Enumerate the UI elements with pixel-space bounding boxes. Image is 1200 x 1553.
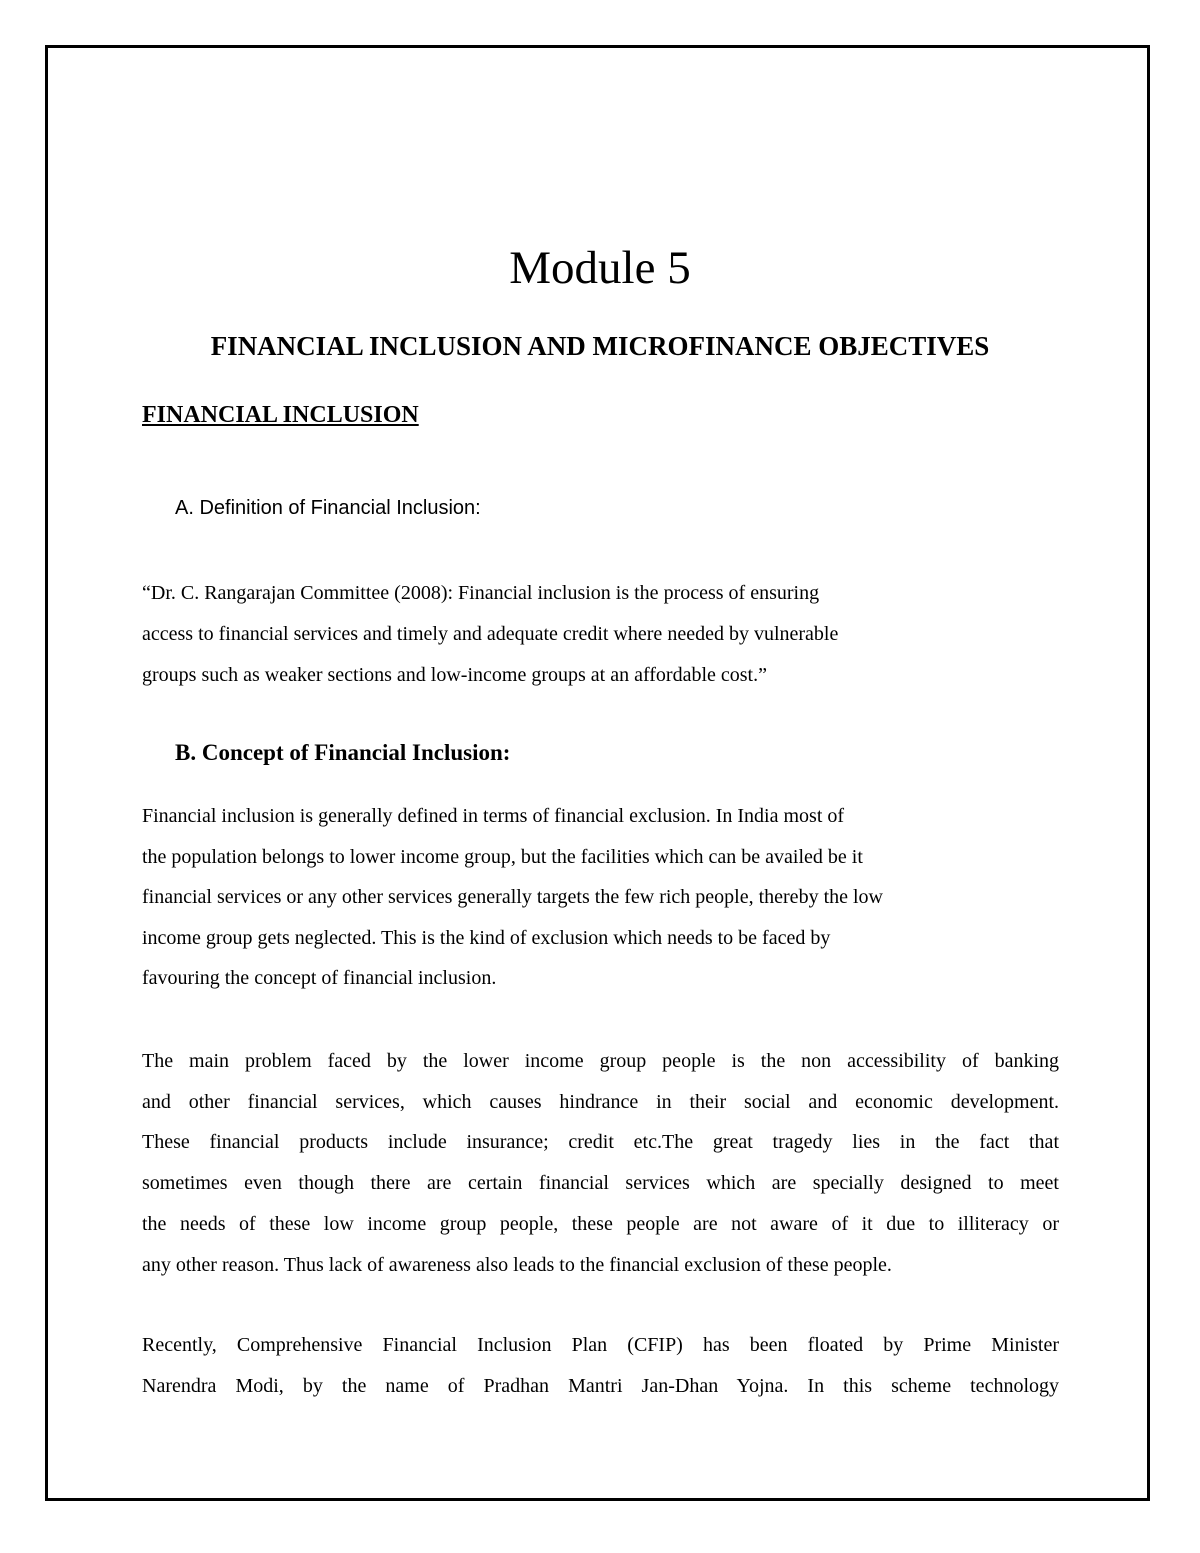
definition-quote [142, 573, 838, 696]
text-line: groups such as weaker sections and low-income groups at an affordable cost.” [142, 664, 767, 686]
text-line: “Dr. C. Rangarajan Committee (2008): Financial inclusion is the process of ensuring [142, 582, 820, 604]
text-line: The main problem faced by the lower income group people is the non accessibility of banking [142, 1050, 1059, 1072]
module-title: Module 5 [509, 242, 691, 294]
text-line: access to financial services and timely and adequate credit where needed by vulnerable [142, 623, 839, 645]
text-line: the needs of these low income group people, these people are not aware of it due to illiteracy or [142, 1212, 1059, 1235]
text-line: any other reason. Thus lack of awareness also leads to the financial exclusion of these people. [142, 1253, 892, 1276]
text-line: the population belongs to lower income group, but the facilities which can be availed be it [142, 845, 863, 868]
text-line: These financial products include insurance; credit etc.The great tragedy lies in the fact that [142, 1131, 1059, 1154]
text-line: Recently, Comprehensive Financial Inclusion Plan (CFIP) has been floated by Prime Minister [142, 1334, 1059, 1356]
text-line: Financial inclusion is generally defined in terms of financial exclusion. In India most of [142, 805, 845, 827]
concept-paragraph-3 [142, 1325, 1059, 1407]
concept-paragraph-2 [142, 1041, 1059, 1285]
main-heading: FINANCIAL INCLUSION AND MICROFINANCE OBJECTIVES [210, 331, 990, 361]
concept-paragraph-1 [142, 796, 883, 999]
text-line: financial services or any other services generally targets the few rich people, thereby the low [142, 886, 883, 908]
text-line: income group gets neglected. This is the kind of exclusion which needs to be faced by [142, 926, 831, 949]
text-line: favouring the concept of financial inclusion. [142, 967, 497, 989]
text-line: Narendra Modi, by the name of Pradhan Mantri Jan-Dhan Yojna. In this scheme technology [142, 1375, 1059, 1397]
text-line: and other financial services, which causes hindrance in their social and economic development. [142, 1090, 1059, 1113]
text-line: sometimes even though there are certain financial services which are specially designed to meet [142, 1172, 1059, 1195]
subheading-definition: A. Definition of Financial Inclusion: [175, 497, 481, 519]
subheading-concept: B. Concept of Financial Inclusion: [175, 740, 511, 765]
section-heading: FINANCIAL INCLUSION [142, 402, 419, 428]
